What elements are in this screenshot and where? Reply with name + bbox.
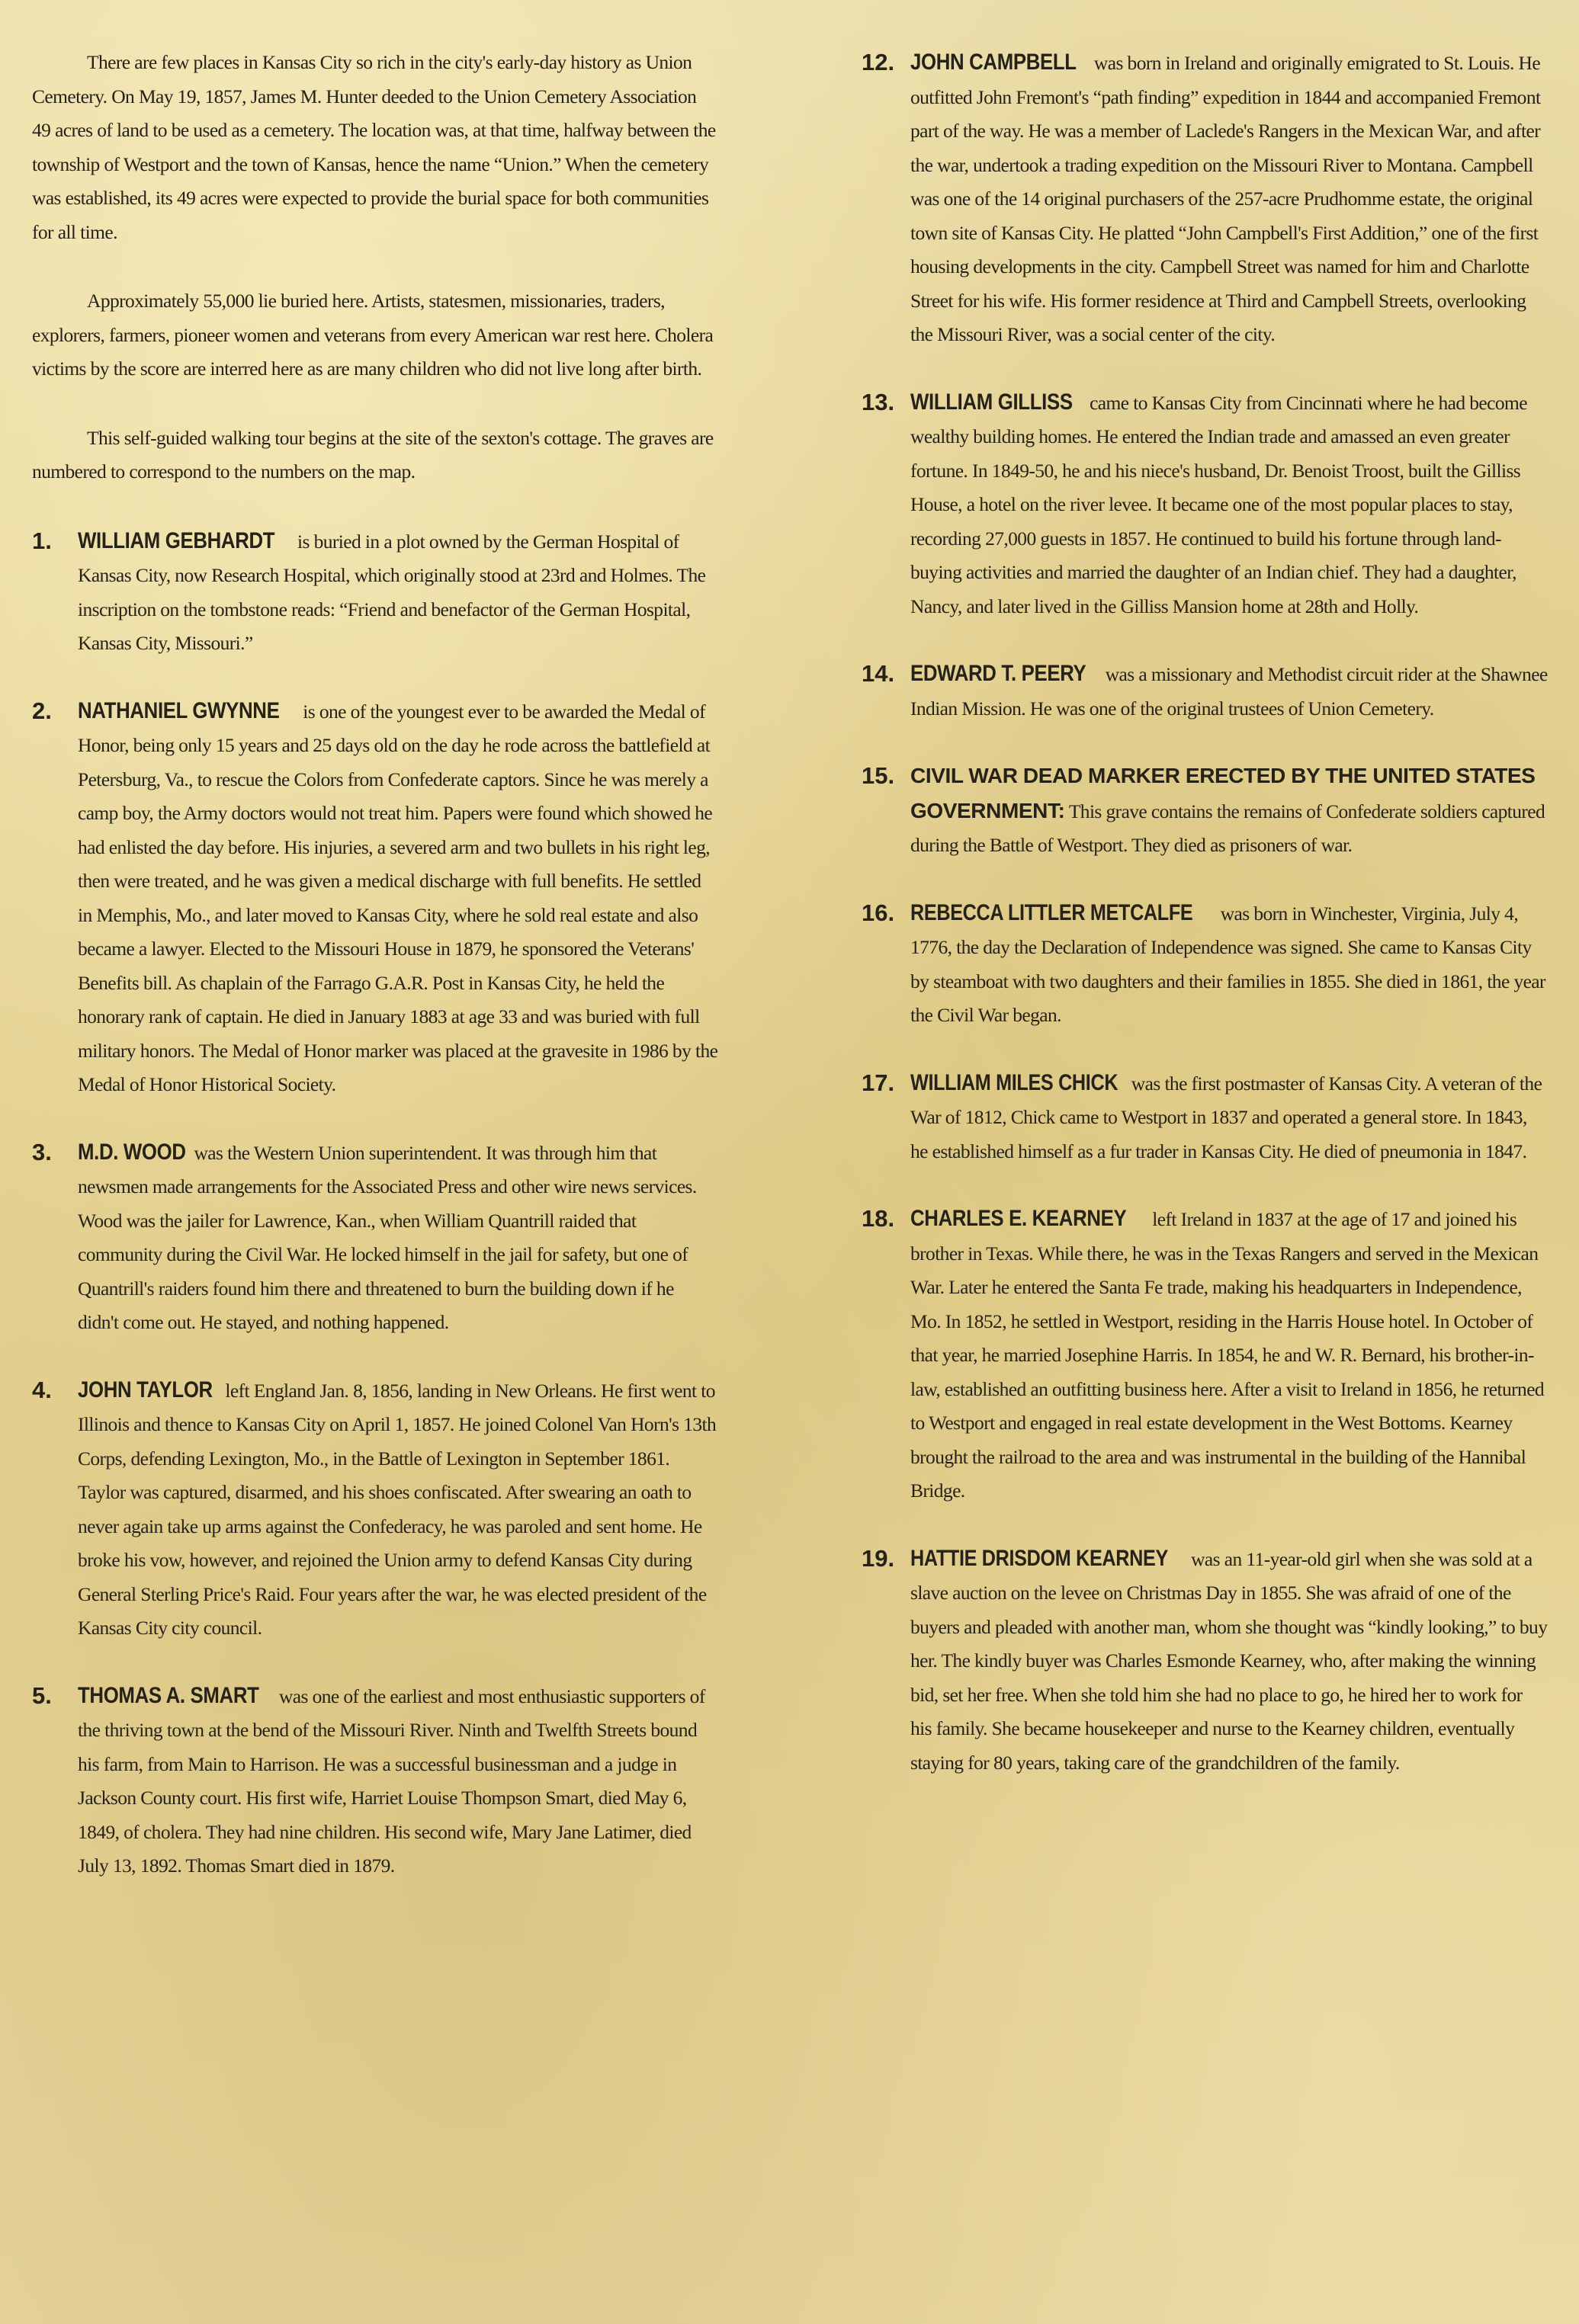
grave-entry-1 — [32, 524, 718, 661]
grave-entry-12 — [862, 46, 1548, 352]
grave-name: CIVIL WAR DEAD MARKER ERECTED BY THE UNITED STATES GOVERNMENT: — [910, 764, 1536, 822]
intro-paragraph-burials: Approximately 55,000 lie buried here. Artists, statesmen, missionaries, traders, explorers, farmers, pioneer women and veterans from every American war rest here. Cholera victims by the score are interred here as are many children who did not live long after birth. — [32, 290, 714, 380]
grave-name: CHARLES E. KEARNEY — [910, 1206, 1127, 1231]
grave-name: WILLIAM MILES CHICK — [910, 1069, 1118, 1095]
grave-name: JOHN TAYLOR — [78, 1377, 213, 1402]
grave-number: 15. — [862, 762, 895, 789]
grave-name: WILLIAM GILLISS — [910, 389, 1073, 415]
grave-number: 13. — [862, 388, 895, 415]
grave-entry-13 — [862, 386, 1548, 624]
left-column — [32, 46, 718, 1917]
grave-entry-19 — [862, 1542, 1548, 1781]
intro-paragraph-history: There are few places in Kansas City so rich in the city's early-day history as Union Cemetery. On May 19, 1857, James M. Hunter deeded to the Union Cemetery Association 49 acres of land to be used as a cemetery. The location was, at that time, halfway between the township of Westport and the town of Kansas, hence the name “Union.” When the cemetery was established, its 49 acres were expected to provide the burial space for both communities for all time. — [32, 51, 716, 243]
grave-description: came to Kansas City from Cincinnati where he had become wealthy building homes. He entered the Indian trade and amassed an even greater fortune. In 1849-50, he and his niece's husband, Dr. Benoist Troost, built the Gilliss House, a hotel on the river levee. It became one of the most popular places to stay, recording 27,000 guests in 1857. He continued to build his fortune through land-buying activities and married the daughter of an Indian chief. They had a daughter, Nancy, and later lived in the Gilliss Mansion home at 28th and Holly. — [910, 391, 1527, 617]
grave-number: 2. — [32, 697, 52, 724]
right-column — [862, 46, 1548, 1813]
grave-description: left Ireland in 1837 at the age of 17 and joined his brother in Texas. While there, he was in the Texas Rangers and served in the Mexican War. Later he entered the Santa Fe trade, making his headquarters in Independence, Mo. In 1852, he settled in Westport, residing in the Harris House hotel. In October of that year, he married Josephine Harris. In 1854, he and W. R. Bernard, his brother-in-law, established an outfitting business here. After a visit to Ireland in 1856, he returned to Westport and engaged in real estate development in the West Bottoms. Kearney brought the railroad to the area and was instrumental in the building of the Hannibal Bridge. — [910, 1208, 1545, 1502]
grave-description: This grave contains the remains of Confederate soldiers captured during the Battle of Westport. They died as prisoners of war. — [910, 800, 1545, 856]
grave-entry-15 — [862, 759, 1548, 863]
grave-entry-17 — [862, 1066, 1548, 1169]
grave-name: NATHANIEL GWYNNE — [78, 697, 280, 723]
grave-number: 12. — [862, 49, 895, 75]
grave-number: 4. — [32, 1376, 52, 1403]
grave-number: 5. — [32, 1681, 52, 1709]
grave-description: was a missionary and Methodist circuit rider at the Shawnee Indian Mission. He was one of the original trustees of Union Cemetery. — [910, 663, 1548, 720]
intro-paragraph-tour: This self-guided walking tour begins at the site of the sexton's cottage. The graves are numbered to correspond to the numbers on the map. — [32, 426, 714, 482]
grave-entry-16 — [862, 896, 1548, 1033]
grave-name: EDWARD T. PEERY — [910, 661, 1086, 686]
grave-description: was the Western Union superintendent. It was through him that newsmen made arrangements for the Associated Press and other wire news services. Wood was the jailer for Lawrence, Kan., when William Quantrill raided that community during the Civil War. He locked himself in the jail for safety, but one of Quantrill's raiders found him there and threatened to burn the building down if he didn't come out. He stayed, and nothing happened. — [78, 1141, 697, 1333]
grave-entry-2 — [32, 694, 718, 1102]
grave-number: 18. — [862, 1205, 895, 1232]
grave-description: was born in Winchester, Virginia, July 4, 1776, the day the Declaration of Independence was signed. She came to Kansas City by steamboat with two daughters and their families in 1855. She died in 1861, the year the Civil War began. — [910, 902, 1545, 1026]
grave-name: M.D. WOOD — [78, 1139, 186, 1165]
grave-name: REBECCA LITTLER METCALFE — [910, 899, 1193, 925]
grave-entry-5 — [32, 1679, 718, 1883]
grave-name: JOHN CAMPBELL — [910, 50, 1077, 75]
grave-name: WILLIAM GEBHARDT — [78, 527, 275, 553]
grave-entry-3 — [32, 1136, 718, 1340]
grave-description: is one of the youngest ever to be awarded the Medal of Honor, being only 15 years and 25 days old on the day he rode across the battlefield at Petersburg, Va., to rescue the Colors from Confederate captors. Since he was merely a camp boy, the Army doctors would not treat him. Papers were found which showed he had enlisted the day before. His injuries, a severed arm and two bullets in his right leg, then were treated, and he was given a medical discharge with full benefits. He settled in Memphis, Mo., and later moved to Kansas City, where he sold real estate and also became a lawyer. Elected to the Missouri House in 1879, he sponsored the Veterans' Benefits bill. As chaplain of the Farrago G.A.R. Post in Kansas City, he held the honorary rank of captain. He died in January 1883 at age 33 and was buried with full military honors. The Medal of Honor marker was placed at the gravesite in 1986 by the Medal of Honor Historical Society. — [78, 700, 718, 1095]
grave-description: was the first postmaster of Kansas City. A veteran of the War of 1812, Chick came to Westport in 1837 and operated a general store. In 1843, he established himself as a fur trader in Kansas City. He died of pneumonia in 1847. — [910, 1072, 1542, 1162]
grave-description: left England Jan. 8, 1856, landing in New Orleans. He first went to Illinois and thence to Kansas City on April 1, 1857. He joined Colonel Van Horn's 13th Corps, defending Lexington, Mo., in the Battle of Lexington in September 1861. Taylor was captured, disarmed, and his shoes confiscated. After swearing an oath to never again take up arms against the Confederacy, he was paroled and sent home. He broke his vow, however, and rejoined the Union army to defend Kansas City during General Sterling Price's Raid. Four years after the war, he was elected president of the Kansas City city council. — [78, 1379, 717, 1639]
grave-name: THOMAS A. SMART — [78, 1682, 259, 1708]
grave-number: 1. — [32, 527, 52, 554]
grave-description: was one of the earliest and most enthusiastic supporters of the thriving town at the bend of the Missouri River. Ninth and Twelfth Streets bound his farm, from Main to Harrison. He was a successful businessman and a judge in Jackson County court. His first wife, Harriet Louise Thompson Smart, died May 6, 1849, of cholera. They had nine children. His second wife, Mary Jane Latimer, died July 13, 1892. Thomas Smart died in 1879. — [78, 1684, 705, 1877]
grave-entry-4 — [32, 1374, 718, 1646]
grave-number: 3. — [32, 1138, 52, 1165]
grave-entry-14 — [862, 657, 1548, 726]
grave-description: is buried in a plot owned by the German Hospital of Kansas City, now Research Hospital, which originally stood at 23rd and Holmes. The inscription on the tombstone reads: “Friend and benefactor of the German Hospital, Kansas City, Missouri.” — [78, 530, 706, 654]
grave-number: 16. — [862, 899, 895, 926]
grave-number: 14. — [862, 660, 895, 687]
grave-description: was an 11-year-old girl when she was sold at a slave auction on the levee on Christmas Day in 1855. She was afraid of one of the buyers and pleaded with another man, whom she thought was “kindly looking,” to buy her. The kindly buyer was Charles Esmonde Kearney, who, after making the winning bid, set her free. When she told him she had no place to go, he hired her to work for his family. She became housekeeper and nurse to the Kearney children, eventually staying for 80 years, taking care of the grandchildren of the family. — [910, 1547, 1548, 1774]
grave-number: 17. — [862, 1069, 895, 1096]
grave-number: 19. — [862, 1544, 895, 1572]
grave-entry-18 — [862, 1202, 1548, 1508]
grave-name: HATTIE DRISDOM KEARNEY — [910, 1545, 1168, 1571]
grave-description: was born in Ireland and originally emigrated to St. Louis. He outfitted John Fremont's “path finding” expedition in 1844 and accompanied Fremont part of the way. He was a member of Laclede's Rangers in the Mexican War, and after the war, undertook a trading expedition on the Missouri River to Montana. Campbell was one of the 14 original purchasers of the 257-acre Prudhomme estate, the original town site of Kansas City. He platted “John Campbell's First Addition,” one of the first housing developments in the city. Campbell Street was named for him and Charlotte Street for his wife. His former residence at Third and Campbell Streets, overlooking the Missouri River, was a social center of the city. — [910, 52, 1541, 345]
